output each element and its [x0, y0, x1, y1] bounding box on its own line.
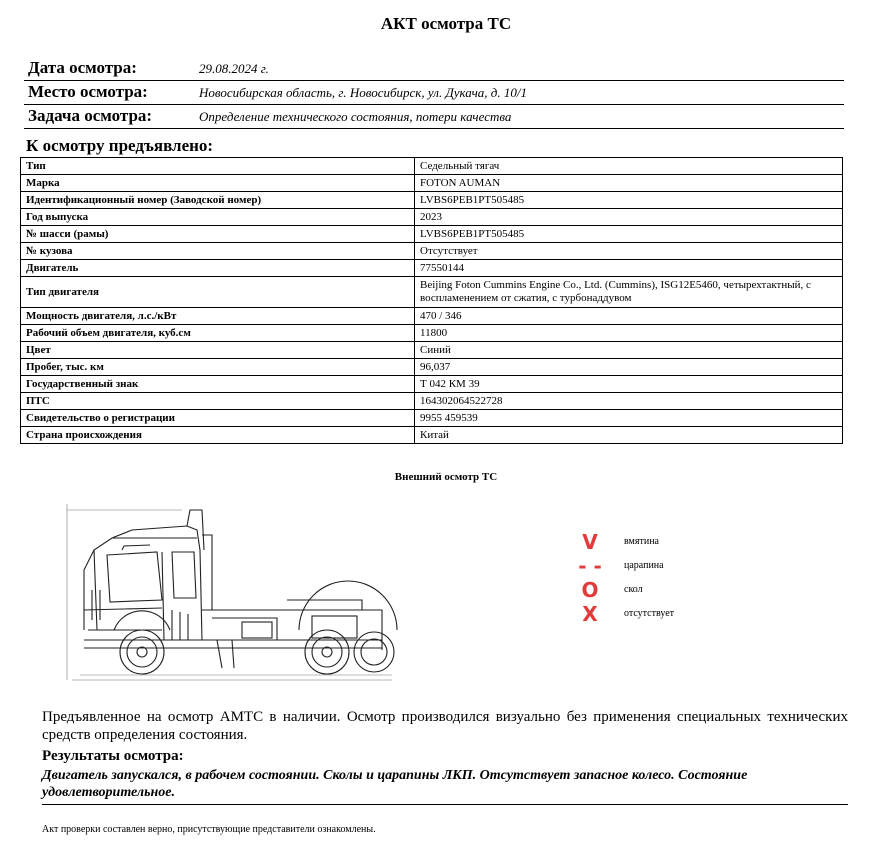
external-inspection-title: Внешний осмотр ТС: [394, 471, 498, 483]
spec-row: [21, 209, 843, 226]
truck-drawing: [62, 490, 402, 686]
spec-value: LVBS6PEB1PT505485: [415, 192, 843, 209]
spec-value: Beijing Foton Cummins Engine Co., Ltd. (Cummins), ISG12E5460, четырехтактный, с воспламенением от сжатия, с турбонаддувом: [415, 277, 843, 308]
header-row-date: [24, 56, 844, 81]
spec-value: 470 / 346: [415, 308, 843, 325]
spec-row: [21, 342, 843, 359]
chip-symbol: O: [581, 578, 599, 602]
spec-row: [21, 393, 843, 410]
spec-key: Рабочий объем двигателя, куб.см: [21, 325, 415, 342]
spec-key: Мощность двигателя, л.с./кВт: [21, 308, 415, 325]
spec-value: 164302064522728: [415, 393, 843, 410]
spec-row: [21, 192, 843, 209]
legend-chip: [572, 578, 772, 602]
spec-key: ПТС: [21, 393, 415, 410]
spec-value: 96,037: [415, 359, 843, 376]
spec-row: [21, 359, 843, 376]
inspection-note: Предъявленное на осмотр АМТС в наличии. Осмотр производился визуально без применения специальных технических средств определения состояния.: [42, 709, 848, 743]
spec-row: [21, 226, 843, 243]
spec-value: Синий: [415, 342, 843, 359]
spec-key: № шасси (рамы): [21, 226, 415, 243]
spec-key: № кузова: [21, 243, 415, 260]
spec-key: Двигатель: [21, 260, 415, 277]
date-label: Дата осмотра:: [28, 58, 137, 77]
spec-key: Свидетельство о регистрации: [21, 410, 415, 427]
results-title: Результаты осмотра:: [42, 748, 184, 764]
spec-row: [21, 175, 843, 192]
date-value: 29.08.2024 г.: [199, 61, 269, 76]
spec-value: Седельный тягач: [415, 158, 843, 175]
spec-value: Отсутствует: [415, 243, 843, 260]
spec-value: LVBS6PEB1PT505485: [415, 226, 843, 243]
spec-key: Пробег, тыс. км: [21, 359, 415, 376]
task-label: Задача осмотра:: [28, 106, 153, 125]
spec-value: FOTON AUMAN: [415, 175, 843, 192]
dent-symbol: V: [582, 530, 598, 554]
document-title: АКТ осмотра ТС: [380, 14, 512, 33]
spec-key: Год выпуска: [21, 209, 415, 226]
spec-value: 9955 459539: [415, 410, 843, 427]
spec-row: [21, 243, 843, 260]
header-row-task: [24, 104, 844, 129]
spec-row: [21, 410, 843, 427]
task-value: Определение технического состояния, потери качества: [199, 109, 512, 124]
spec-key: Страна происхождения: [21, 427, 415, 444]
footer-statement: Акт проверки составлен верно, присутствующие представители ознакомлены.: [42, 824, 376, 835]
spec-key: Цвет: [21, 342, 415, 359]
place-value: Новосибирская область, г. Новосибирск, ул. Дукача, д. 10/1: [199, 85, 527, 100]
spec-row: [21, 325, 843, 342]
spec-key: Государственный знак: [21, 376, 415, 393]
presented-title: К осмотру предъявлено:: [26, 136, 214, 155]
legend-scratch: [572, 554, 772, 578]
spec-row: [21, 427, 843, 444]
spec-key: Марка: [21, 175, 415, 192]
legend-missing: [572, 602, 772, 626]
chip-label: скол: [624, 584, 643, 595]
place-label: Место осмотра:: [28, 82, 148, 101]
spec-row: [21, 158, 843, 175]
spec-key: Тип двигателя: [21, 277, 415, 308]
missing-symbol: X: [582, 602, 598, 626]
dent-label: вмятина: [624, 536, 659, 547]
scratch-symbol: - -: [578, 554, 602, 578]
spec-key: Идентификационный номер (Заводской номер): [21, 192, 415, 209]
spec-value: 11800: [415, 325, 843, 342]
spec-value: 2023: [415, 209, 843, 226]
spec-value: Т 042 КМ 39: [415, 376, 843, 393]
missing-label: отсутствует: [624, 608, 675, 619]
spec-key: Тип: [21, 158, 415, 175]
scratch-label: царапина: [624, 560, 664, 571]
spec-value: 77550144: [415, 260, 843, 277]
spec-row: [21, 308, 843, 325]
spec-value: Китай: [415, 427, 843, 444]
spec-row: [21, 260, 843, 277]
legend-dent: [572, 530, 772, 554]
results-body: Двигатель запускался, в рабочем состоянии. Сколы и царапины ЛКП. Отсутствует запасное колесо. Состояние удовлетворительное.: [42, 767, 848, 805]
header-row-place: [24, 80, 844, 105]
damage-legend: [572, 528, 772, 638]
spec-row: [21, 376, 843, 393]
spec-table: [20, 157, 843, 444]
spec-row: [21, 277, 843, 308]
